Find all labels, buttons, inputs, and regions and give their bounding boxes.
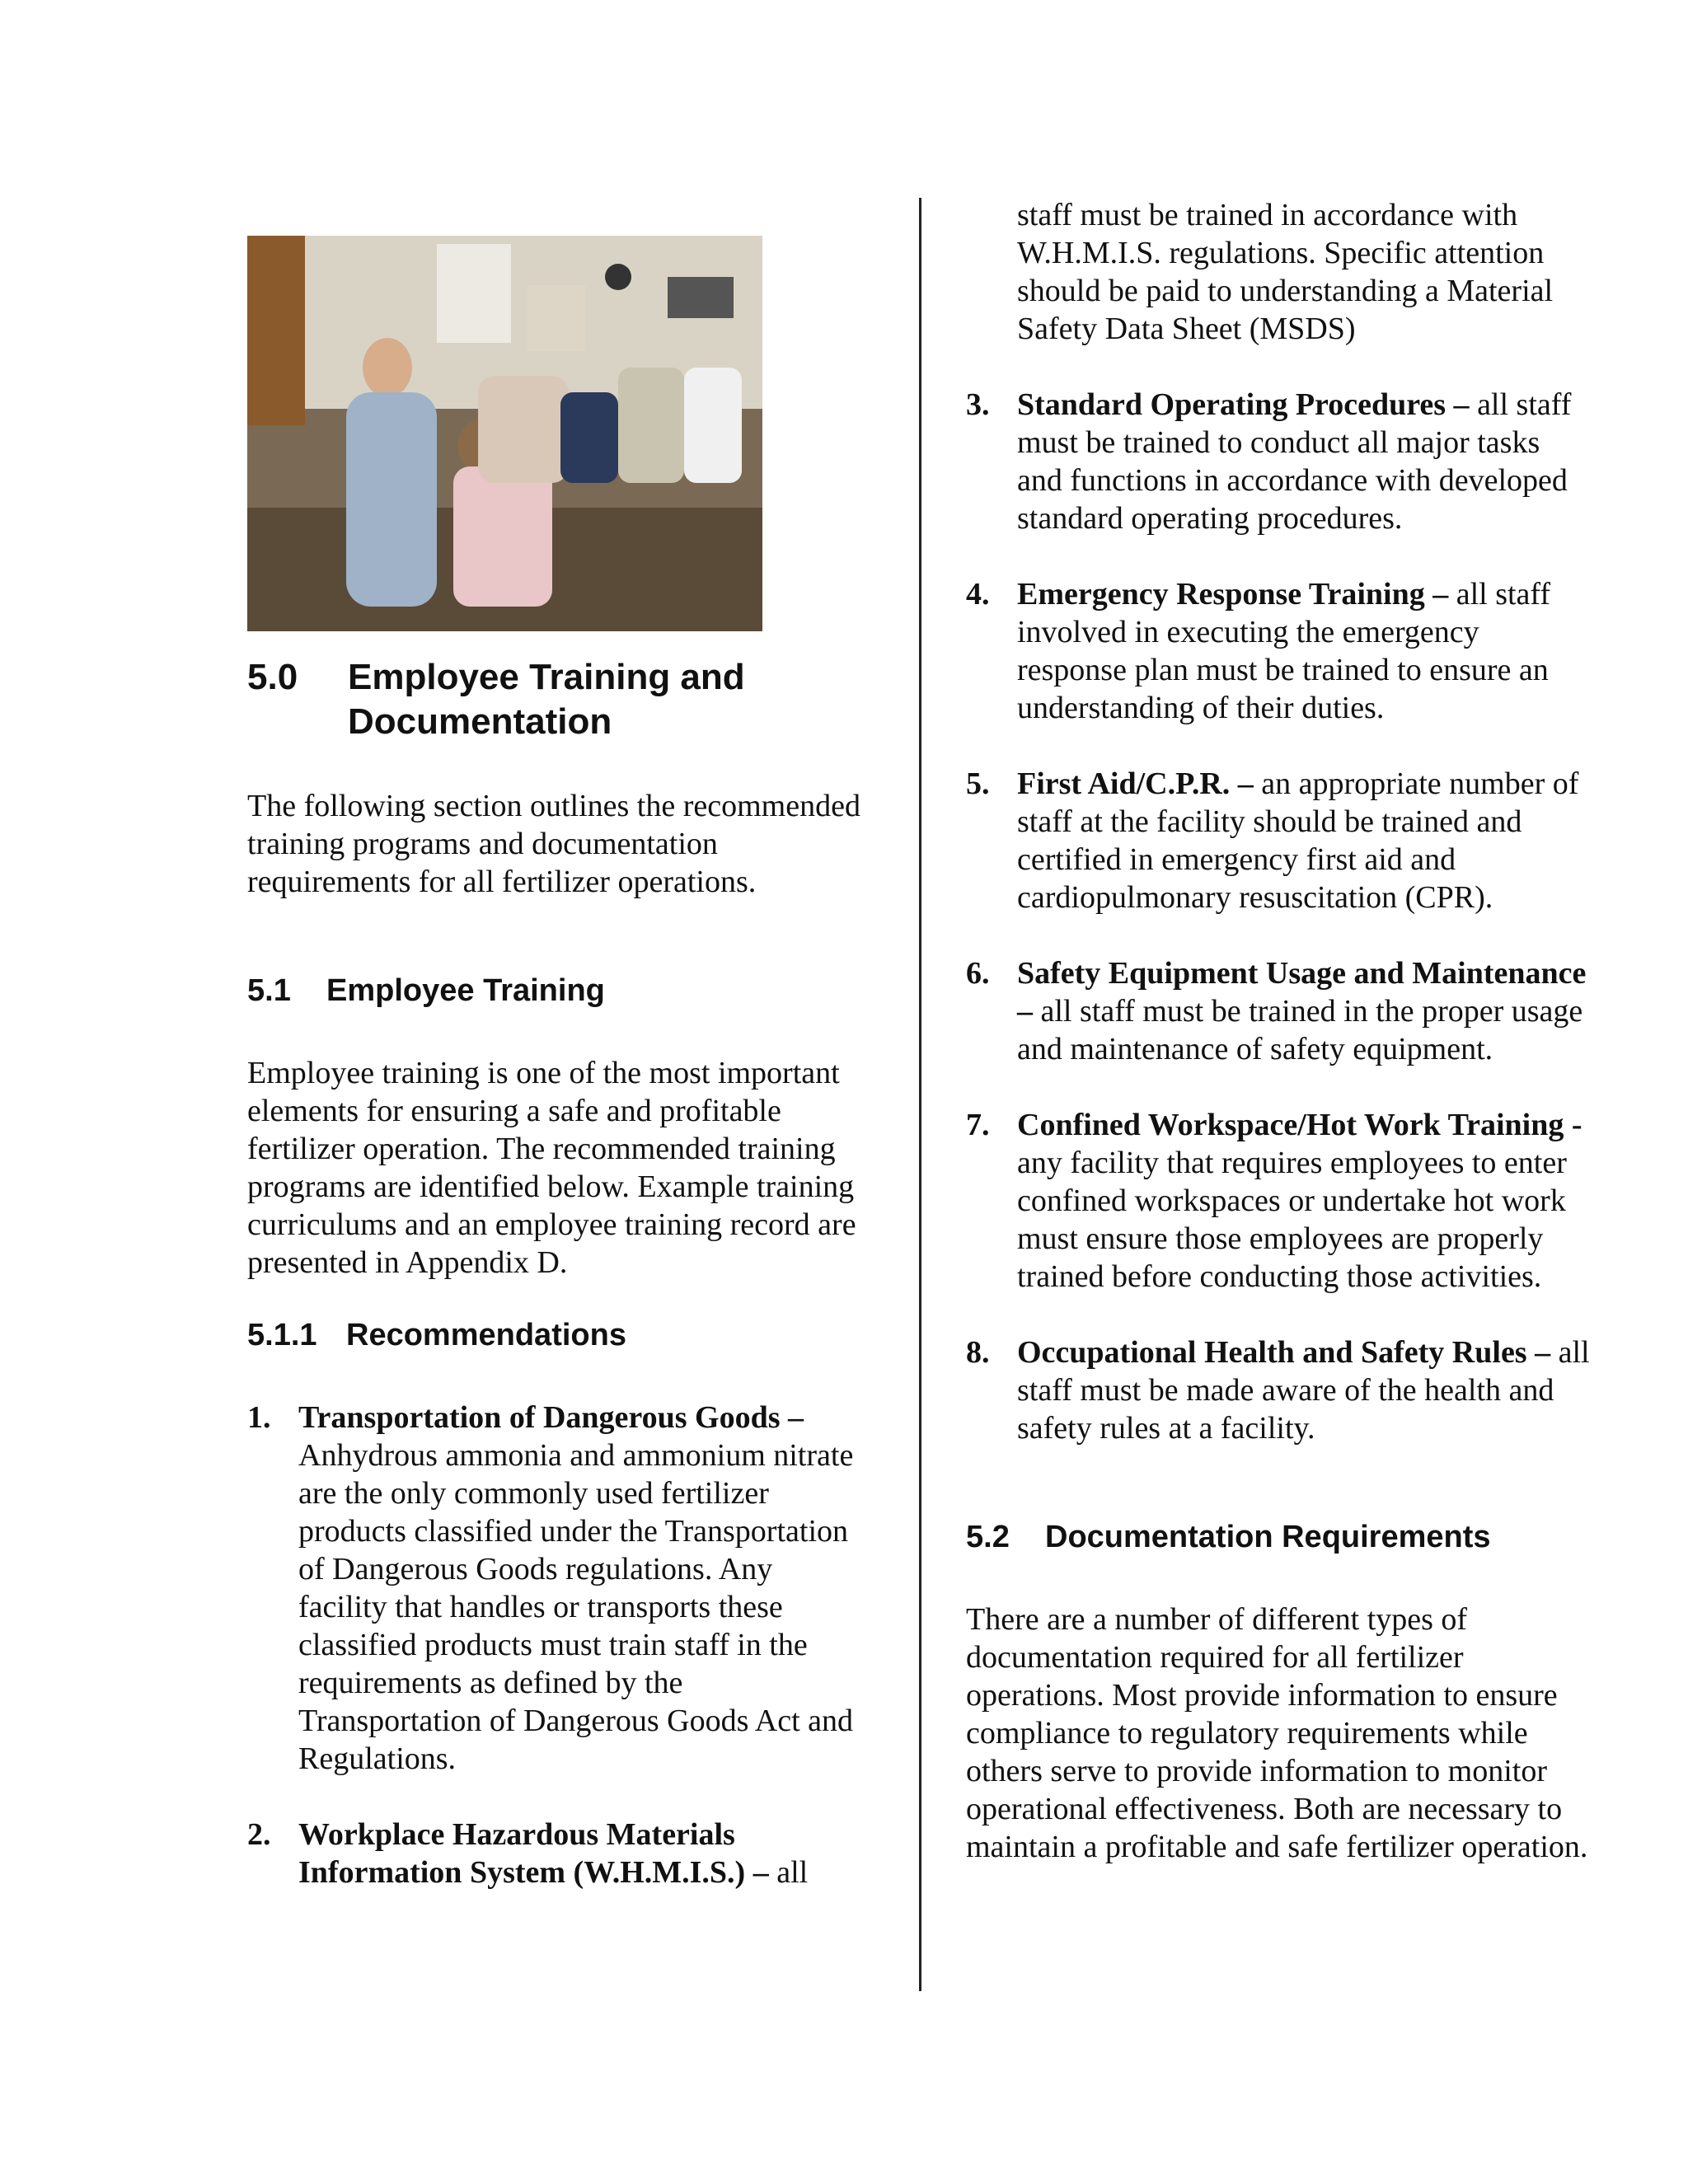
item-content — [1017, 575, 1592, 727]
recommendations-list-left — [247, 1399, 882, 1891]
recommendations-list-right — [966, 386, 1592, 1447]
item-number: 2. — [247, 1817, 271, 1852]
column-divider — [919, 198, 921, 1991]
item-number: 7. — [966, 1108, 990, 1142]
list-item — [966, 765, 1592, 916]
item-number: 3. — [966, 387, 990, 422]
right-column — [966, 196, 1592, 1866]
list-item — [247, 1399, 882, 1778]
list-item — [966, 1106, 1592, 1296]
section-number: 5.1 — [247, 973, 291, 1008]
item-text: all staff involved in executing the emergency response plan must be trained to ensure an understanding of their duties. — [1017, 577, 1551, 725]
section-5-1-body: Employee training is one of the most important elements for ensuring a safe and profitable fertilizer operation. The recommended training programs are identified below. Example training curriculums and an employee training record are presented in Appendix D. — [247, 1056, 856, 1280]
item-content — [298, 1816, 867, 1891]
item-title: First Aid/C.P.R. – — [1017, 766, 1254, 801]
item-content — [1017, 1106, 1592, 1296]
item-title: Standard Operating Procedures – — [1017, 387, 1470, 422]
item-content — [1017, 386, 1592, 537]
section-number: 5.2 — [966, 1520, 1010, 1554]
section-5-2-body: There are a number of different types of documentation required for all fertilizer operations. Most provide information to ensure compliance to regulatory requirements while others serve to provide information to monitor operational effectiveness. Both are necessary to maintain a profitable and safe fertilizer operation. — [966, 1602, 1588, 1864]
item-content — [1017, 1333, 1592, 1447]
item-text: all staff must be trained in the proper usage and maintenance of safety equipment. — [1017, 994, 1583, 1066]
section-title: Documentation Requirements — [1045, 1520, 1491, 1554]
item-number: 1. — [247, 1400, 271, 1435]
section-5-2-heading — [966, 1518, 1592, 1556]
training-session-photo — [247, 236, 762, 631]
item-text: all staff must be made aware of the health and safety rules at a facility. — [1017, 1335, 1590, 1446]
item-title: Safety Equipment Usage and Maintenance – — [1017, 956, 1587, 1029]
item-title: Occupational Health and Safety Rules – — [1017, 1335, 1551, 1370]
item-text: an appropriate number of staff at the facility should be trained and certified in emergency first aid and cardiopulmonary resuscitation (CPR). — [1017, 766, 1579, 915]
item-text: Anhydrous ammonia and ammonium nitrate are the only commonly used fertilizer products classified under the Transportation of Dangerous Goods regulations. Any facility that handles or transports these classified products must train staff in the requirements as defined by the Transportation of Dangerous Goods Act and Regulations. — [298, 1438, 854, 1776]
list-item — [966, 386, 1592, 537]
item-content — [1017, 765, 1592, 916]
item-number: 4. — [966, 577, 990, 612]
list-item — [966, 575, 1592, 727]
item-content — [1017, 954, 1592, 1068]
section-5-0-intro: The following section outlines the recommended training programs and documentation requirements for all fertilizer operations. — [247, 789, 860, 899]
item-title: Workplace Hazardous Materials Information System (W.H.M.I.S.) – — [298, 1817, 769, 1890]
item-number: 8. — [966, 1335, 990, 1370]
section-5-1-1-heading — [247, 1316, 882, 1354]
photo-illustration — [247, 236, 762, 631]
section-title: Employee Training and Documentation — [348, 657, 745, 742]
section-number: 5.0 — [247, 657, 298, 697]
section-title: Recommendations — [346, 1318, 626, 1352]
item-text: all staff must be trained to conduct all major tasks and functions in accordance with developed standard operating procedures. — [1017, 387, 1572, 536]
list-item — [966, 1333, 1592, 1447]
section-5-0-heading — [247, 655, 882, 744]
left-column — [247, 655, 882, 1891]
item-text: any facility that requires employees to enter confined workspaces or undertake hot work must ensure those employees are properly trained before conducting those activities. — [1017, 1146, 1567, 1294]
section-number: 5.1.1 — [247, 1318, 317, 1352]
section-title: Employee Training — [326, 973, 605, 1008]
item-title: Emergency Response Training – — [1017, 577, 1449, 612]
section-5-1-heading — [247, 972, 882, 1010]
item-content — [298, 1399, 867, 1778]
list-item — [966, 954, 1592, 1068]
item-2-continued: staff must be trained in accordance with W.H.M.I.S. regulations. Specific attention should be paid to understanding a Material Safety Data Sheet (MSDS) — [1017, 198, 1554, 346]
item-text: all — [768, 1855, 809, 1890]
item-title: Transportation of Dangerous Goods – — [298, 1400, 804, 1435]
list-item — [247, 1816, 882, 1891]
item-number: 6. — [966, 956, 990, 991]
item-number: 5. — [966, 766, 990, 801]
item-title: Confined Workspace/Hot Work Training - — [1017, 1108, 1582, 1142]
